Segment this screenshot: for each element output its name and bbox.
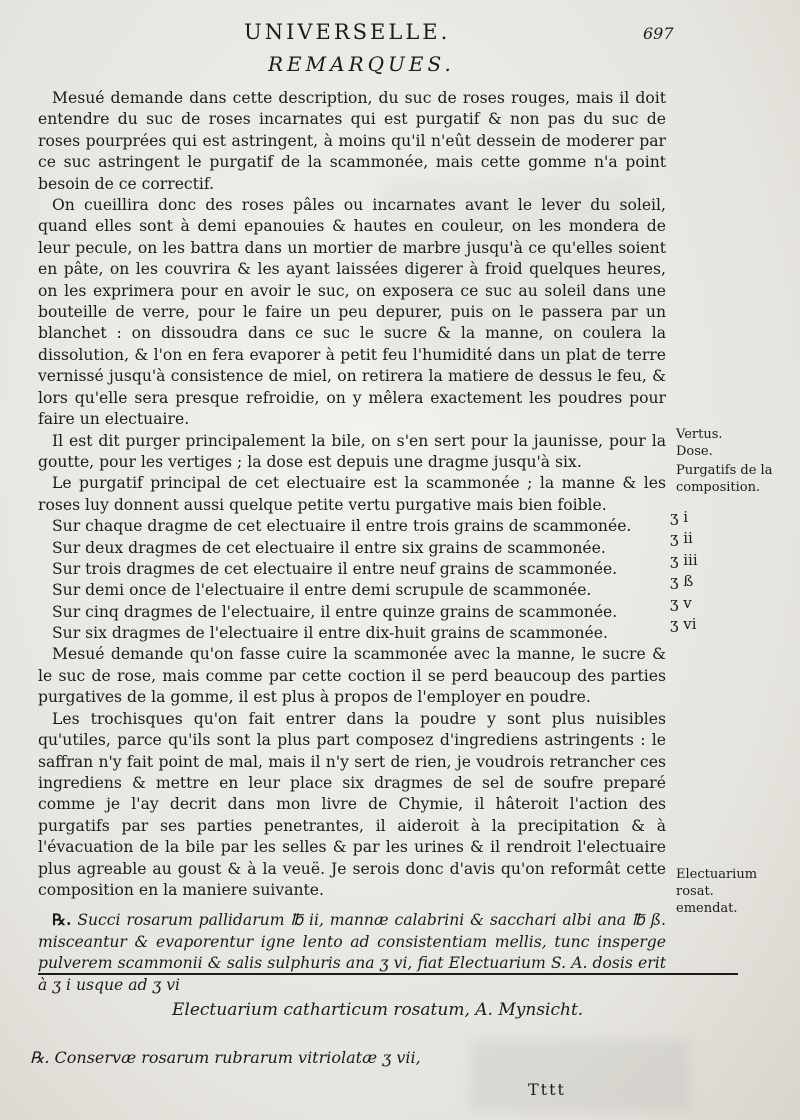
recipe-first-line: ℞. Conservæ rosarum rubrarum vitriolatæ ʒ vii,: [30, 1048, 421, 1067]
margin-note-vertus: Vertus. Dose.: [676, 427, 723, 459]
paragraph: On cueillira donc des roses pâles ou incarnates avant le lever du soleil, quand elles sont à demi epanouies & hautes en couleur, on les mondera de leur pecule, on les battra dans un mortier de marbre jusqu'à ce qu'elles soient en pâte, on les couvrira & les ayant laissées digerer à froid quelques heures, on les exprimera pour en avoir le suc, on exposera ce suc au soleil dans une bouteille de verre, pour le faire un peu depurer, puis on le passera par un blanchet : on dissoudra dans ce suc le sucre & la manne, on coulera la dissolution, & l'on en fera evaporer à petit feu l'humidité dans un plat de terre vernissé jusqu'à consistence de miel, on retirera la matiere de dessus le feu, & lors qu'elle sera presque refroidie, on y mêlera exactement les poudres pour faire un electuaire.: [38, 196, 666, 429]
horizontal-rule: [38, 973, 738, 975]
dose-line: Sur trois dragmes de cet electuaire il entre neuf grains de scammonée.: [52, 559, 618, 578]
main-text: [38, 88, 666, 996]
dose-mark: ʒ ß: [670, 572, 694, 591]
paragraph: Le purgatif principal de cet electuaire est la scammonée ; la manne & les roses luy donnent aussi quelque petite vertu purgative mais bien foible.: [38, 474, 666, 514]
dose-line: Sur six dragmes de l'electuaire il entre dix-huit grains de scammonée.: [52, 624, 608, 643]
recipe-symbol: ℞.: [52, 910, 72, 930]
dose-mark-column: [670, 507, 698, 635]
dose-line: Sur cinq dragmes de l'electuaire, il entre quinze grains de scammonée.: [52, 602, 618, 621]
recipe-title: Electuarium catharticum rosatum, A. Mynsicht.: [172, 1000, 584, 1020]
running-title: UNIVERSELLE.: [244, 20, 451, 44]
dose-mark: ʒ vi: [670, 614, 697, 633]
dose-line: Sur demi once de l'electuaire il entre demi scrupule de scammonée.: [52, 581, 592, 600]
dose-table: [38, 516, 666, 644]
signature-mark: Tttt: [528, 1080, 566, 1099]
section-heading: REMARQUES.: [268, 52, 455, 76]
margin-note-electuarium: Electuarium rosat. emendat.: [676, 867, 758, 916]
dose-line: Sur deux dragmes de cet electuaire il entre six grains de scammonée.: [52, 538, 606, 557]
show-through-stain: [470, 1040, 690, 1110]
paragraph: Il est dit purger principalement la bile, on s'en sert pour la jaunisse, pour la goutte, pour les vertiges ; la dose est depuis une dragme jusqu'à six.: [38, 431, 666, 471]
paragraph: Mesué demande dans cette description, du suc de roses rouges, mais il doit entendre du suc de roses incarnates qui est purgatif & non pas du suc de roses pourprées qui est astringent, à moins qu'il n'eût dessein de moderer par ce suc astringent le purgatif de la scammonée, mais cette gomme n'a point besoin de ce correctif.: [38, 89, 666, 193]
margin-note-purgatifs: Purgatifs de la composition.: [676, 463, 773, 495]
formula-paragraph: [38, 909, 666, 996]
dose-mark: ʒ v: [670, 593, 692, 612]
dose-line: Sur chaque dragme de cet electuaire il entre trois grains de scammonée.: [52, 517, 632, 536]
dose-mark: ʒ i: [670, 508, 689, 526]
formula-text: Succi rosarum pallidarum ℔ ii, mannæ calabrini & sacchari albi ana ℔ ß. misceantur & evaporentur igne lento ad consistentiam mellis, tunc insperge pulverem scammonii & salis sulphuris ana ʒ vi, fiat Electuarium S. A. dosis erit à ʒ i usque ad ʒ vi: [38, 911, 666, 994]
dose-mark: ʒ iii: [670, 550, 698, 569]
paragraph: Mesué demande qu'on fasse cuire la scammonée avec la manne, le sucre & le suc de rose, mais comme par cette coction il se perd beaucoup des parties purgatives de la gomme, il est plus à propos de l'employer en poudre.: [38, 645, 666, 707]
dose-mark: ʒ ii: [670, 529, 693, 548]
paragraph: Les trochisques qu'on fait entrer dans la poudre y sont plus nuisibles qu'utiles, parce qu'ils sont la plus part composez d'ingrediens astringents : le saffran n'y fait point de mal, mais il n'y sert de rien, je voudrois retrancher ces ingrediens & mettre en leur place six dragmes de sel de soufre preparé comme je l'ay decrit dans mon livre de Chymie, il hâteroit l'action des purgatifs par ses parties penetrantes, il aideroit à la precipitation & à l'évacuation de la bile par les selles & par les urines & il rendroit l'electuaire plus agreable au goust & à la veuë. Je serois donc d'avis qu'on reformât cette composition en la maniere suivante.: [38, 709, 666, 899]
page-number: 697: [643, 24, 674, 43]
